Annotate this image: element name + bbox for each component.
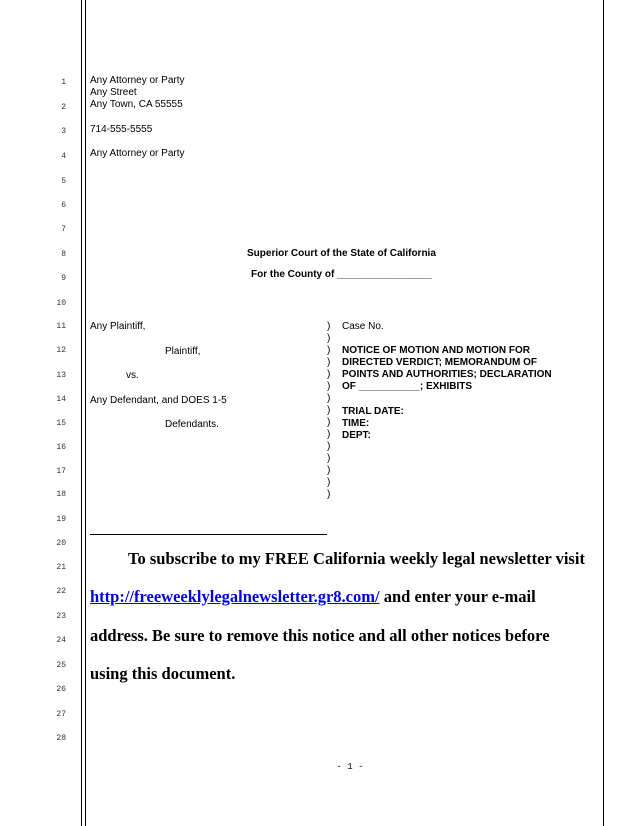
line-number: 19 [56, 515, 66, 524]
case-title-line-3: POINTS AND AUTHORITIES; DECLARATION [342, 369, 552, 380]
notice-line-3: address. Be sure to remove this notice and all other notices before [90, 626, 550, 645]
caption-paren: ) [327, 345, 331, 356]
court-county: For the County of _________________ [251, 269, 432, 280]
caption-paren: ) [327, 333, 331, 344]
line-number: 4 [61, 152, 66, 161]
line-number: 20 [56, 539, 66, 548]
line-number: 1 [61, 78, 66, 87]
line-number: 22 [56, 587, 66, 596]
case-title-line-4: OF ___________; EXHIBITS [342, 381, 473, 392]
line-number: 28 [56, 734, 66, 743]
case-title-line-1: NOTICE OF MOTION AND MOTION FOR [342, 345, 530, 356]
case-title-line-2: DIRECTED VERDICT; MEMORANDUM OF [342, 357, 537, 368]
line-number: 26 [56, 685, 66, 694]
line-number: 16 [56, 443, 66, 452]
trial-time-label: TIME: [342, 418, 370, 429]
line-number: 21 [56, 563, 66, 572]
line-number: 14 [56, 395, 66, 404]
line-number: 5 [61, 177, 66, 186]
trial-dept-label: DEPT: [342, 430, 371, 441]
line-number: 24 [56, 636, 66, 645]
notice-line-2 [90, 587, 536, 606]
caption-separator [90, 534, 327, 535]
attorney-phone: 714-555-5555 [90, 124, 153, 135]
caption-paren: ) [327, 453, 331, 464]
left-margin-rule [81, 0, 82, 826]
caption-paren: ) [327, 417, 331, 428]
line-number: 25 [56, 661, 66, 670]
attorney-for: Any Attorney or Party [90, 148, 185, 159]
caption-paren: ) [327, 429, 331, 440]
court-name: Superior Court of the State of California [247, 248, 436, 259]
line-number: 8 [61, 250, 66, 259]
line-number: 6 [61, 201, 66, 210]
line-number: 15 [56, 419, 66, 428]
case-number: Case No. [342, 321, 384, 332]
notice-line-4: using this document. [90, 664, 236, 683]
caption-paren: ) [327, 381, 331, 392]
defendant-name: Any Defendant, and DOES 1-5 [90, 395, 227, 406]
line-number: 27 [56, 710, 66, 719]
line-number: 13 [56, 371, 66, 380]
notice-line-2-rest: and enter your e-mail [379, 587, 536, 606]
attorney-street: Any Street [90, 87, 137, 98]
newsletter-link[interactable]: http://freeweeklylegalnewsletter.gr8.com/ [90, 587, 380, 606]
plaintiff-name: Any Plaintiff, [90, 321, 146, 332]
line-number: 2 [61, 103, 66, 112]
line-number: 7 [61, 225, 66, 234]
versus-label: vs. [126, 370, 139, 381]
attorney-city: Any Town, CA 55555 [90, 99, 183, 110]
line-number: 3 [61, 127, 66, 136]
line-number: 23 [56, 612, 66, 621]
caption-paren: ) [327, 465, 331, 476]
defendant-label: Defendants. [165, 419, 219, 430]
right-margin-rule [603, 0, 604, 826]
trial-date-label: TRIAL DATE: [342, 406, 404, 417]
caption-paren: ) [327, 369, 331, 380]
left-margin-rule-inner [85, 0, 86, 826]
caption-paren: ) [327, 405, 331, 416]
caption-paren: ) [327, 489, 331, 500]
notice-line-1: To subscribe to my FREE California weekly legal newsletter visit [128, 549, 585, 568]
attorney-name: Any Attorney or Party [90, 75, 185, 86]
line-number: 11 [56, 322, 66, 331]
line-number: 18 [56, 490, 66, 499]
plaintiff-label: Plaintiff, [165, 346, 201, 357]
caption-paren: ) [327, 321, 331, 332]
line-number: 10 [56, 299, 66, 308]
caption-paren: ) [327, 477, 331, 488]
line-number: 9 [61, 274, 66, 283]
caption-paren: ) [327, 357, 331, 368]
page-number: - 1 - [336, 762, 364, 772]
line-number: 17 [56, 467, 66, 476]
caption-paren: ) [327, 393, 331, 404]
caption-paren: ) [327, 441, 331, 452]
line-number: 12 [56, 346, 66, 355]
